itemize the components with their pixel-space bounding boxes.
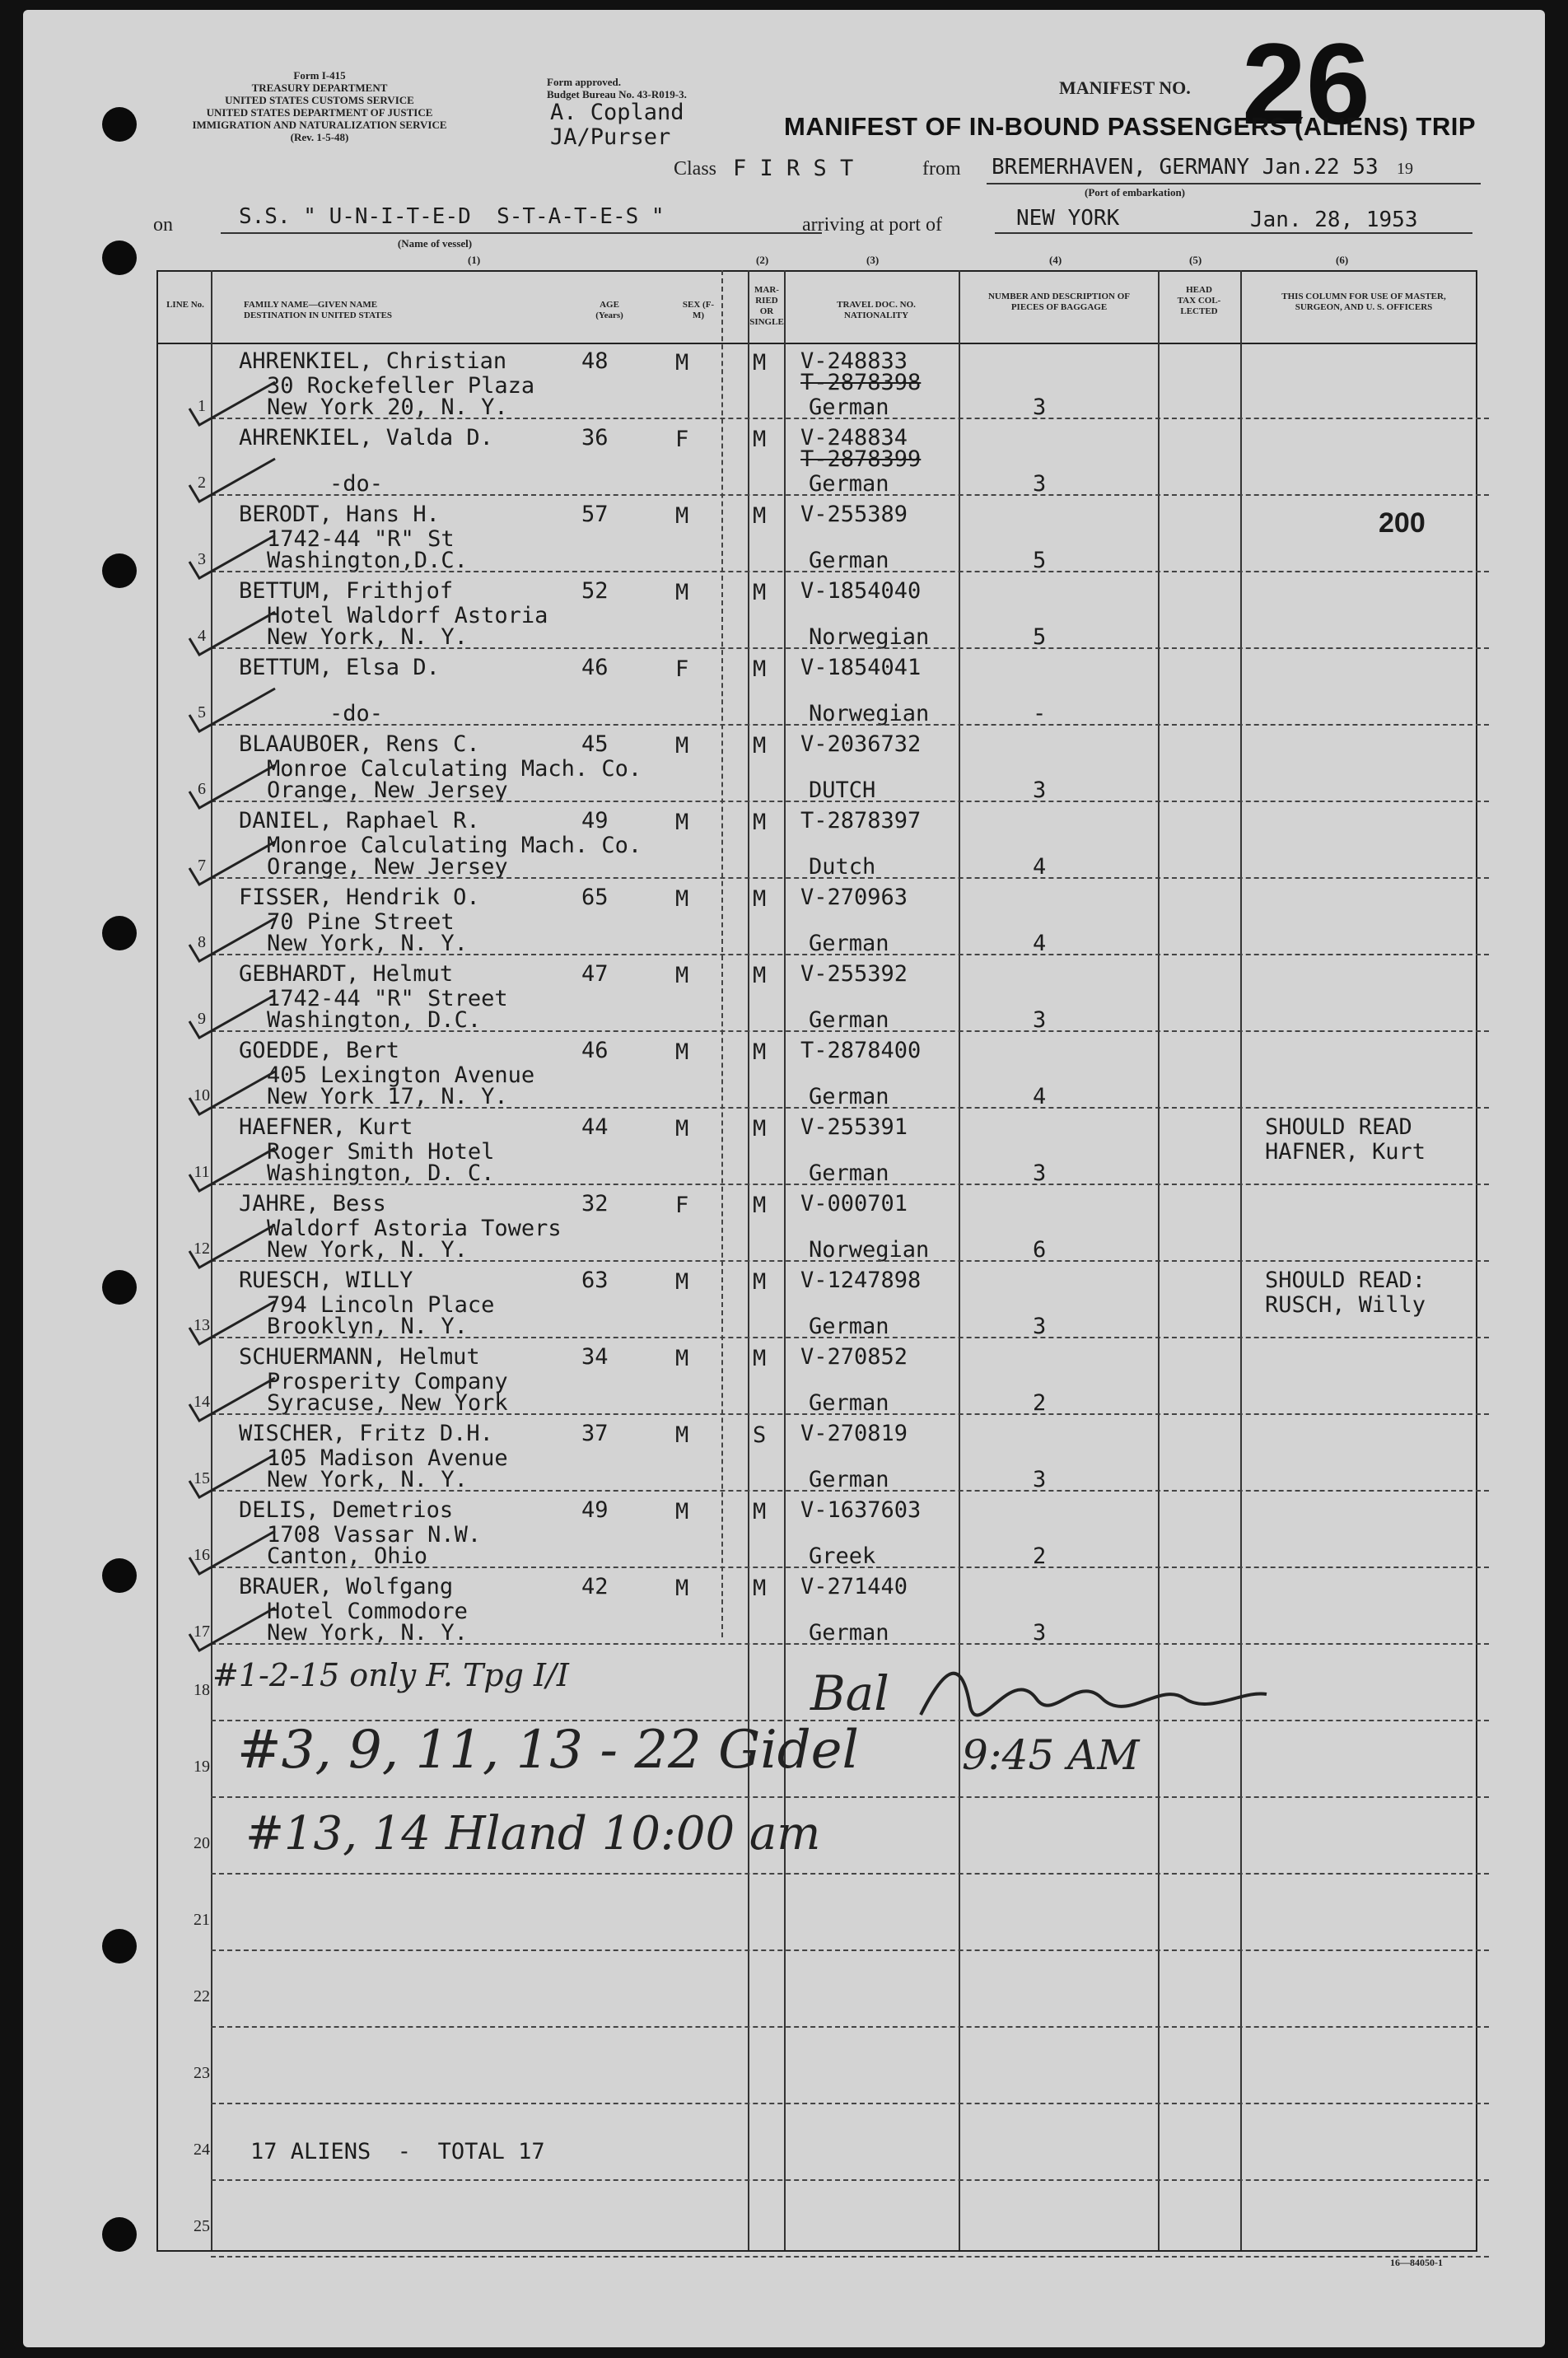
baggage-count: 3 (1033, 1007, 1047, 1033)
travel-doc: V-270852 (800, 1344, 908, 1370)
arrival-port: NEW YORK (1016, 206, 1120, 231)
table-row (23, 1185, 1545, 1262)
passenger-addr1: Roger Smith Hotel (267, 1139, 495, 1165)
passenger-name: HAEFNER, Kurt (239, 1114, 413, 1140)
punch-hole (102, 2217, 137, 2252)
passenger-addr1: 105 Madison Avenue (267, 1445, 508, 1471)
travel-doc: V-271440 (800, 1574, 908, 1599)
table-row (23, 1032, 1545, 1109)
passenger-marital: M (753, 1499, 767, 1525)
travel-doc: V-000701 (800, 1191, 908, 1216)
line-number: 9 (198, 1010, 206, 1028)
passenger-marital: M (753, 1269, 767, 1295)
passenger-name: BETTUM, Frithjof (239, 578, 454, 604)
nationality: German (809, 1390, 889, 1416)
passenger-addr1: 1708 Vassar N.W. (267, 1522, 482, 1548)
passenger-marital: M (753, 656, 767, 682)
baggage-count: - (1033, 701, 1047, 726)
passenger-addr2: New York, N. Y. (267, 1620, 468, 1646)
col-num-3: (3) (866, 254, 880, 266)
passenger-addr1: Hotel Waldorf Astoria (267, 603, 548, 628)
passenger-addr2: New York, N. Y. (267, 624, 468, 650)
justice-dept: UNITED STATES DEPARTMENT OF JUSTICE (206, 106, 433, 119)
passenger-marital: S (753, 1422, 767, 1448)
passenger-name: GOEDDE, Bert (239, 1038, 400, 1063)
line-number: 19 (194, 1758, 210, 1776)
revision: (Rev. 1-5-48) (290, 131, 349, 143)
vessel-label: (Name of vessel) (397, 237, 473, 250)
passenger-sex: M (675, 350, 689, 376)
table-row (23, 343, 1545, 419)
passenger-marital: M (753, 503, 767, 529)
manifest-page (23, 10, 1545, 2347)
passenger-marital: M (753, 580, 767, 605)
handwritten-note-1: #1-2-15 only F. Tpg I/I (212, 1657, 569, 1693)
passenger-name: DANIEL, Raphael R. (239, 808, 480, 833)
passenger-age: 42 (581, 1574, 609, 1599)
baggage-count: 4 (1033, 1084, 1047, 1109)
passenger-sex: M (675, 810, 689, 835)
passenger-addr2: Washington, D.C. (267, 1007, 482, 1033)
travel-doc: V-1854040 (800, 578, 922, 604)
total-line: 17 ALIENS - TOTAL 17 (250, 2139, 545, 2164)
passenger-marital: M (753, 350, 767, 376)
line-number: 6 (198, 780, 206, 798)
form-approved: Form approved. (547, 76, 622, 88)
nationality: German (809, 1620, 889, 1646)
passenger-addr2: Brooklyn, N. Y. (267, 1314, 468, 1339)
col-num-2: (2) (756, 254, 769, 266)
line-number: 10 (194, 1086, 210, 1104)
travel-doc: V-1637603 (800, 1497, 922, 1523)
nationality: Greek (809, 1543, 876, 1569)
passenger-name: DELIS, Demetrios (239, 1497, 454, 1523)
manifest-no-label: MANIFEST NO. (1059, 77, 1191, 98)
embarkation: BREMERHAVEN, GERMANY Jan.22 53 (992, 155, 1379, 180)
passenger-sex: M (675, 886, 689, 912)
handwritten-note-2: #3, 9, 11, 13 - 22 Gidel (237, 1720, 859, 1781)
passenger-sex: F (675, 1193, 689, 1218)
table-row (23, 1415, 1545, 1492)
passenger-name: SCHUERMANN, Helmut (239, 1344, 480, 1370)
travel-doc-crossed: T-2878399 (800, 446, 922, 472)
passenger-addr2: New York, N. Y. (267, 931, 468, 956)
form-approved-block (547, 76, 687, 100)
passenger-name: BLAAUBOER, Rens C. (239, 731, 480, 757)
class-label: Class (674, 158, 717, 180)
passenger-sex: M (675, 1039, 689, 1065)
passenger-marital: M (753, 1193, 767, 1218)
passenger-name: AHRENKIEL, Valda D. (239, 425, 493, 451)
passenger-addr2: Orange, New Jersey (267, 777, 508, 803)
travel-doc: V-255392 (800, 961, 908, 987)
row-separator (211, 1873, 1489, 1875)
table-row (23, 879, 1545, 955)
passenger-age: 46 (581, 1038, 609, 1063)
passenger-addr2: Orange, New Jersey (267, 854, 508, 880)
ins-service: IMMIGRATION AND NATURALIZATION SERVICE (192, 119, 447, 131)
passenger-age: 49 (581, 1497, 609, 1523)
baggage-count: 3 (1033, 471, 1047, 497)
passenger-age: 34 (581, 1344, 609, 1370)
passenger-sex: M (675, 1116, 689, 1142)
passenger-addr1: 1742-44 "R" St (267, 526, 455, 552)
baggage-count: 3 (1033, 1314, 1047, 1339)
punch-hole (102, 240, 137, 275)
passenger-addr2: New York, N. Y. (267, 1467, 468, 1492)
table-row (23, 1109, 1545, 1185)
arrival-date: Jan. 28, 1953 (1250, 208, 1418, 232)
col-header-tax: HEAD TAX COL- LECTED (1177, 285, 1221, 316)
nationality: German (809, 395, 889, 420)
passenger-addr1: Monroe Calculating Mach. Co. (267, 756, 642, 782)
line-number: 18 (194, 1681, 210, 1699)
table-row (23, 572, 1545, 649)
passenger-addr1: Monroe Calculating Mach. Co. (267, 833, 642, 858)
passenger-age: 48 (581, 348, 609, 374)
officer-correction-2: RUSCH, Willy (1265, 1292, 1426, 1318)
passenger-addr2: -do- (329, 701, 384, 726)
table-row (23, 419, 1545, 496)
passenger-addr2: New York 20, N. Y. (267, 395, 508, 420)
year-prefix: 19 (1397, 160, 1413, 178)
customs-service: UNITED STATES CUSTOMS SERVICE (225, 94, 414, 106)
passenger-name: RUESCH, WILLY (239, 1268, 413, 1293)
treasury-dept: TREASURY DEPARTMENT (251, 82, 388, 94)
passenger-addr1: Waldorf Astoria Towers (267, 1216, 562, 1241)
baggage-count: 2 (1033, 1543, 1047, 1569)
officer-correction-2: HAFNER, Kurt (1265, 1139, 1426, 1165)
passenger-addr2: Washington,D.C. (267, 548, 468, 573)
passenger-addr2: Canton, Ohio (267, 1543, 428, 1569)
baggage-count: 5 (1033, 548, 1047, 573)
passenger-age: 49 (581, 808, 609, 833)
passenger-name: BETTUM, Elsa D. (239, 655, 440, 680)
passenger-addr1: 70 Pine Street (267, 909, 455, 935)
row-separator (211, 2256, 1489, 2258)
punch-hole (102, 1929, 137, 1963)
passenger-addr1: 794 Lincoln Place (267, 1292, 495, 1318)
passenger-marital: M (753, 427, 767, 452)
row-separator (211, 2026, 1489, 2028)
line-number: 16 (194, 1546, 210, 1564)
passenger-sex: M (675, 1346, 689, 1371)
class-value: F I R S T (733, 156, 854, 181)
handwritten-time-1: 9:45 AM (962, 1731, 1140, 1779)
line-number: 25 (194, 2217, 210, 2235)
passenger-age: 57 (581, 502, 609, 527)
baggage-count: 2 (1033, 1390, 1047, 1416)
passenger-marital: M (753, 1116, 767, 1142)
line-number: 5 (198, 703, 206, 721)
officer-correction-1: SHOULD READ: (1265, 1268, 1426, 1293)
line-number: 12 (194, 1240, 210, 1258)
line-number: 24 (194, 2141, 210, 2159)
travel-doc: T-2878400 (800, 1038, 922, 1063)
table-row (23, 1338, 1545, 1415)
col-header-baggage: NUMBER AND DESCRIPTION OF PIECES OF BAGGAGE (987, 292, 1131, 312)
passenger-sex: F (675, 427, 689, 452)
line-number: 2 (198, 474, 206, 492)
passenger-name: AHRENKIEL, Christian (239, 348, 507, 374)
passenger-age: 46 (581, 655, 609, 680)
manifest-title: MANIFEST OF IN-BOUND PASSENGERS (ALIENS) TRIP (784, 112, 1477, 141)
vessel-underline (221, 232, 822, 234)
col-header-married: MAR- RIED OR SINGLE (749, 285, 784, 327)
passenger-marital: M (753, 1576, 767, 1601)
line-number: 11 (194, 1163, 210, 1181)
line-number: 22 (194, 1987, 210, 2005)
table-row (23, 726, 1545, 802)
arriving-label: arriving at port of (802, 214, 942, 236)
passenger-addr1: Prosperity Company (267, 1369, 508, 1394)
col-line (562, 270, 563, 343)
col-header-sex: SEX (F-M) (682, 300, 715, 320)
nationality: German (809, 1007, 889, 1033)
baggage-count: 6 (1033, 1237, 1047, 1263)
row-separator (211, 1796, 1489, 1798)
table-row (23, 1492, 1545, 1568)
baggage-count: 3 (1033, 395, 1047, 420)
passenger-addr1: Hotel Commodore (267, 1599, 468, 1624)
line-number: 14 (194, 1393, 210, 1411)
nationality: German (809, 1160, 889, 1186)
passenger-age: 45 (581, 731, 609, 757)
col-num-1: (1) (468, 254, 481, 266)
nationality: German (809, 931, 889, 956)
officer-name: A. Copland (550, 100, 684, 125)
passenger-age: 65 (581, 885, 609, 910)
nationality: German (809, 1314, 889, 1339)
passenger-name: BRAUER, Wolfgang (239, 1574, 454, 1599)
table-row (23, 1262, 1545, 1338)
passenger-name: GEBHARDT, Helmut (239, 961, 454, 987)
travel-doc: V-255389 (800, 502, 908, 527)
passenger-addr2: Washington, D. C. (267, 1160, 495, 1186)
table-row (23, 649, 1545, 726)
form-number: Form I-415 (293, 69, 346, 82)
passenger-marital: M (753, 1039, 767, 1065)
line-number: 15 (194, 1469, 210, 1487)
passenger-marital: M (753, 733, 767, 759)
passenger-sex: M (675, 580, 689, 605)
line-number: 21 (194, 1911, 210, 1929)
col-header-officers: THIS COLUMN FOR USE OF MASTER, SURGEON, AND U. S. OFFICERS (1281, 292, 1446, 312)
from-underline (987, 183, 1481, 184)
table-row (23, 1568, 1545, 1645)
table-row (23, 955, 1545, 1032)
baggage-count: 3 (1033, 777, 1047, 803)
passenger-sex: M (675, 733, 689, 759)
travel-doc: V-270819 (800, 1421, 908, 1446)
line-number: 4 (198, 627, 206, 645)
passenger-sex: M (675, 1422, 689, 1448)
form-code: 16—84050-1 (1390, 2257, 1443, 2268)
on-label: on (153, 214, 173, 236)
travel-doc-crossed: T-2878398 (800, 370, 922, 395)
travel-doc: V-270963 (800, 885, 908, 910)
travel-doc: V-1854041 (800, 655, 922, 680)
col-header-name: FAMILY NAME—GIVEN NAME DESTINATION IN UNITED STATES (244, 300, 393, 320)
travel-doc: T-2878397 (800, 808, 922, 833)
table-row (23, 802, 1545, 879)
line-number: 17 (194, 1623, 210, 1641)
punch-hole (102, 107, 137, 142)
nationality: German (809, 548, 889, 573)
nationality: Dutch (809, 854, 876, 880)
officer-title: JA/Purser (550, 124, 671, 150)
baggage-count: 4 (1033, 854, 1047, 880)
check-tick-icon (184, 1601, 283, 1659)
passenger-addr1: 30 Rockefeller Plaza (267, 373, 535, 399)
port-embarkation-label: (Port of embarkation) (1084, 186, 1186, 198)
line-number: 3 (198, 550, 206, 568)
passenger-addr2: New York 17, N. Y. (267, 1084, 508, 1109)
from-label: from (922, 158, 961, 180)
passenger-name: WISCHER, Fritz D.H. (239, 1421, 493, 1446)
passenger-addr2: -do- (329, 471, 384, 497)
passenger-age: 63 (581, 1268, 609, 1293)
officer-correction-1: SHOULD READ (1265, 1114, 1412, 1140)
handwritten-signature: Bal (810, 1665, 889, 1721)
passenger-sex: M (675, 503, 689, 529)
baggage-count: 5 (1033, 624, 1047, 650)
passenger-age: 36 (581, 425, 609, 451)
passenger-sex: M (675, 1269, 689, 1295)
passenger-age: 32 (581, 1191, 609, 1216)
passenger-age: 37 (581, 1421, 609, 1446)
line-number: 23 (194, 2064, 210, 2082)
col-num-4: (4) (1049, 254, 1062, 266)
passenger-name: FISSER, Hendrik O. (239, 885, 480, 910)
passenger-name: BERODT, Hans H. (239, 502, 440, 527)
col-num-6: (6) (1336, 254, 1349, 266)
line-number: 8 (198, 933, 206, 951)
manifest-number: 26 (1242, 19, 1370, 148)
col-header-travel: TRAVEL DOC. NO. NATIONALITY (837, 300, 916, 320)
line-number: 7 (198, 857, 206, 875)
line-number: 20 (194, 1834, 210, 1852)
nationality: Norwegian (809, 1237, 930, 1263)
passenger-addr2: New York, N. Y. (267, 1237, 468, 1263)
budget-bureau: Budget Bureau No. 43-R019-3. (547, 88, 687, 100)
nationality: DUTCH (809, 777, 876, 803)
form-department-block (147, 69, 492, 143)
passenger-sex: M (675, 1576, 689, 1601)
arrival-underline (995, 232, 1472, 234)
row-separator (211, 2103, 1489, 2104)
travel-doc: V-1247898 (800, 1268, 922, 1293)
travel-doc: V-248834 (800, 425, 908, 451)
vessel-name: S.S. " U-N-I-T-E-D S-T-A-T-E-S " (239, 204, 665, 229)
travel-doc: V-248833 (800, 348, 908, 374)
baggage-count: 3 (1033, 1160, 1047, 1186)
baggage-count: 3 (1033, 1467, 1047, 1492)
passenger-sex: F (675, 656, 689, 682)
row-separator (211, 1643, 1489, 1645)
col-header-age: AGE (Years) (595, 300, 623, 320)
col-num-5: (5) (1189, 254, 1202, 266)
nationality: German (809, 1467, 889, 1492)
passenger-sex: M (675, 963, 689, 988)
travel-doc: V-255391 (800, 1114, 908, 1140)
line-number: 13 (194, 1316, 210, 1334)
travel-doc: V-2036732 (800, 731, 922, 757)
nationality: Norwegian (809, 701, 930, 726)
baggage-count: 4 (1033, 931, 1047, 956)
baggage-count: 3 (1033, 1620, 1047, 1646)
passenger-marital: M (753, 1346, 767, 1371)
officer-note-200: 200 (1379, 507, 1426, 539)
row-separator (211, 1949, 1489, 1951)
passenger-name: JAHRE, Bess (239, 1191, 386, 1216)
line-number: 1 (198, 397, 206, 415)
passenger-addr1: 1742-44 "R" Street (267, 986, 508, 1011)
passenger-addr1: 405 Lexington Avenue (267, 1062, 535, 1088)
passenger-marital: M (753, 886, 767, 912)
passenger-age: 44 (581, 1114, 609, 1140)
table-row (23, 496, 1545, 572)
nationality: German (809, 1084, 889, 1109)
passenger-marital: M (753, 963, 767, 988)
nationality: Norwegian (809, 624, 930, 650)
row-separator (211, 2179, 1489, 2181)
col-header-line: LINE No. (166, 300, 204, 310)
passenger-age: 52 (581, 578, 609, 604)
handwritten-note-3: #13, 14 Hland 10:00 am (245, 1807, 821, 1861)
passenger-sex: M (675, 1499, 689, 1525)
passenger-marital: M (753, 810, 767, 835)
passenger-addr2: Syracuse, New York (267, 1390, 508, 1416)
passenger-age: 47 (581, 961, 609, 987)
nationality: German (809, 471, 889, 497)
